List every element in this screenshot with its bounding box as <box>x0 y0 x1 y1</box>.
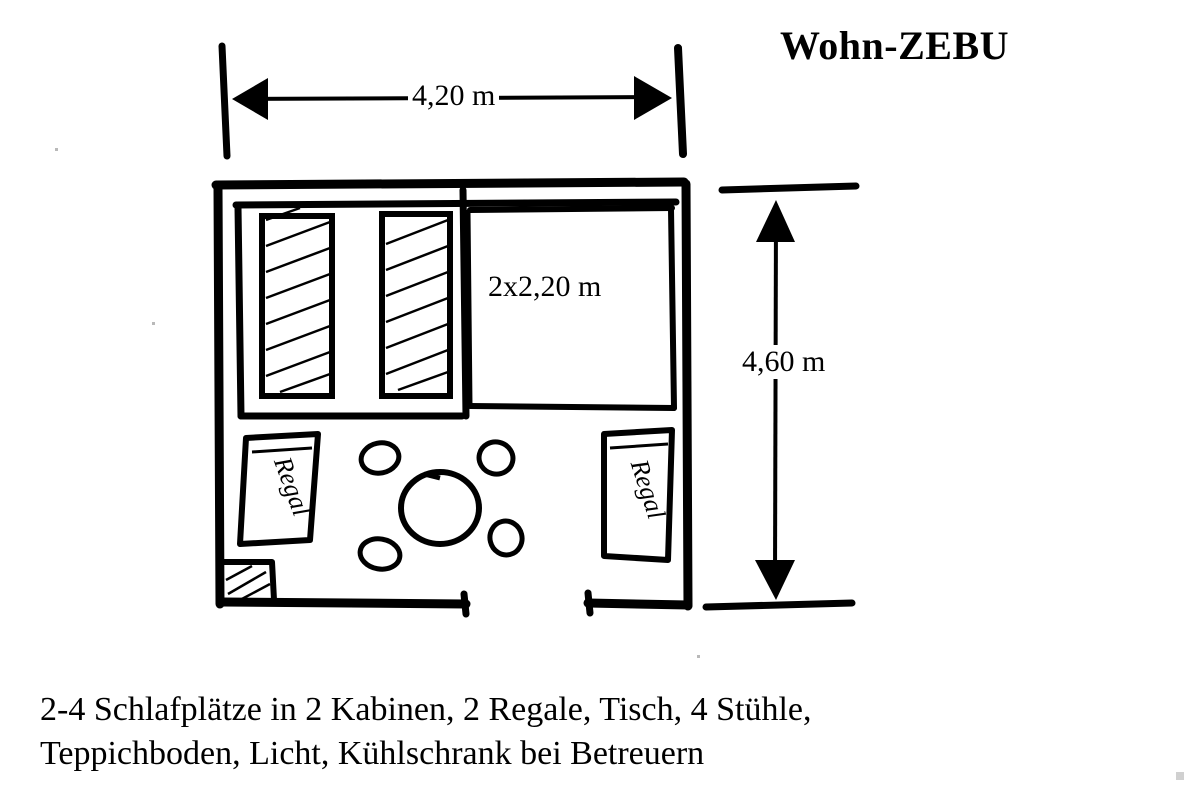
shelf-left <box>240 434 318 544</box>
table-and-chairs <box>358 438 526 572</box>
bed-left <box>262 208 332 396</box>
shelf-right-label: Regal <box>624 455 672 523</box>
caption-line-2: Teppichboden, Licht, Kühlschrank bei Betreuern <box>40 734 705 772</box>
bed-right <box>382 214 450 396</box>
caption-line-1: 2-4 Schlafplätze in 2 Kabinen, 2 Regale, Tisch, 4 Stühle, <box>40 691 812 728</box>
shelf-right <box>604 430 672 560</box>
height-dimension <box>706 186 856 607</box>
height-dimension-label: 4,60 m <box>738 345 829 379</box>
door-entrance <box>222 562 274 600</box>
cabin-size-label: 2x2,20 m <box>488 270 602 303</box>
sleeping-cabins <box>236 190 676 416</box>
shelf-left-label: Regal <box>268 452 317 520</box>
page-title: Wohn-ZEBU <box>780 23 1010 68</box>
caption <box>40 688 1170 775</box>
width-dimension-label: 4,20 m <box>408 79 499 113</box>
